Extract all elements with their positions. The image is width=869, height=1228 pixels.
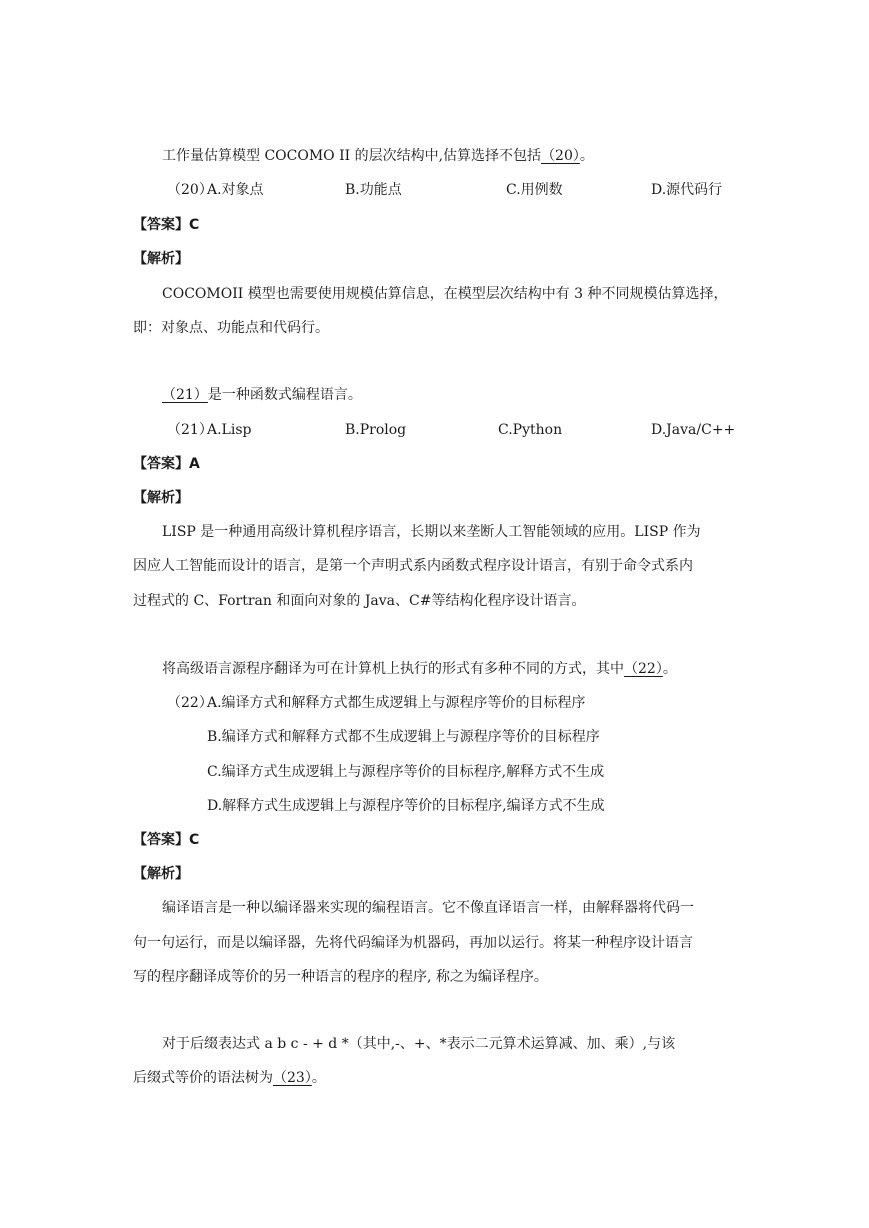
q22-stem-text: 将高级语言源程序翻译为可在计算机上执行的形式有多种不同的方式，其中 xyxy=(162,661,624,677)
q21-number: （21） xyxy=(167,422,213,438)
q22-option-d: D.解释方式生成逻辑上与源程序等价的目标程序,编译方式不生成 xyxy=(207,798,605,814)
q20-option-a: A.对象点 xyxy=(207,182,264,198)
q22-option-b: B.编译方式和解释方式都不生成逻辑上与源程序等价的目标程序 xyxy=(207,729,600,745)
q22-option-a: A.编译方式和解释方式都生成逻辑上与源程序等价的目标程序 xyxy=(207,695,586,711)
q21-options xyxy=(0,420,869,440)
q22-analysis-line: 句一句运行，而是以编译器，先将代码编译为机器码，再加以运行。将某一种程序设计语言 xyxy=(133,935,693,951)
q23-stem-text: 后缀式等价的语法树为 xyxy=(133,1070,273,1086)
q22-analysis-heading: 【解析】 xyxy=(133,866,189,882)
q20-option-d: D.源代码行 xyxy=(651,182,723,198)
q22-blank: （22） xyxy=(624,661,663,677)
q21-stem xyxy=(162,385,362,405)
q23-stem-line xyxy=(133,1068,326,1088)
q21-analysis-line: 因应人工智能而设计的语言，是第一个声明式系内函数式程序设计语言，有别于命令式系内 xyxy=(133,558,693,574)
q21-option-d: D.Java/C++ xyxy=(651,422,736,438)
q21-blank: （21） xyxy=(162,387,208,403)
q22-option-c: C.编译方式生成逻辑上与源程序等价的目标程序,解释方式不生成 xyxy=(207,764,605,780)
q21-analysis-line: 过程式的 C、Fortran 和面向对象的 Java、C#等结构化程序设计语言。 xyxy=(133,593,586,609)
q22-analysis-line: 编译语言是一种以编译器来实现的编程语言。它不像直译语言一样，由解释器将代码一 xyxy=(162,900,694,916)
q20-option-c: C.用例数 xyxy=(506,182,563,198)
q22-option-row xyxy=(0,693,869,713)
q23-blank: （23） xyxy=(273,1070,312,1086)
q22-number: （22） xyxy=(167,695,213,711)
q20-number: （20） xyxy=(167,182,213,198)
q20-stem-end: 。 xyxy=(579,148,594,164)
q20-analysis-line: COCOMOII 模型也需要使用规模估算信息，在模型层次结构中有 3 种不同规模估算选择， xyxy=(162,286,728,302)
q21-analysis-heading: 【解析】 xyxy=(133,490,189,506)
q20-blank: （20） xyxy=(541,148,580,164)
q20-stem-text: 工作量估算模型 COCOMO II 的层次结构中,估算选择不包括 xyxy=(162,148,542,164)
q23-stem-end: 。 xyxy=(311,1070,326,1086)
q21-stem-text: 是一种函数式编程语言。 xyxy=(207,387,362,403)
q21-option-a: A.Lisp xyxy=(207,422,252,438)
q21-analysis-line: LISP 是一种通用高级计算机程序语言，长期以来垄断人工智能领域的应用。LISP 作为 xyxy=(162,524,701,540)
q22-analysis-line: 写的程序翻译成等价的另一种语言的程序的程序, 称之为编译程序。 xyxy=(133,969,548,985)
q20-stem xyxy=(162,146,594,166)
q22-answer: 【答案】C xyxy=(133,832,200,848)
q20-analysis-heading: 【解析】 xyxy=(133,251,189,267)
q20-option-b: B.功能点 xyxy=(345,182,402,198)
q20-answer: 【答案】C xyxy=(133,217,200,233)
q22-stem-end: 。 xyxy=(662,661,677,677)
q20-options xyxy=(0,180,869,200)
q22-stem xyxy=(162,659,677,679)
q21-answer: 【答案】A xyxy=(133,456,200,472)
q23-stem-line: 对于后缀表达式 a b c - + d *（其中,-、+、*表示二元算术运算减、加、乘）,与该 xyxy=(162,1036,676,1052)
q21-option-c: C.Python xyxy=(498,422,563,438)
q20-analysis-line: 即：对象点、功能点和代码行。 xyxy=(133,320,329,336)
q21-option-b: B.Prolog xyxy=(345,422,407,438)
